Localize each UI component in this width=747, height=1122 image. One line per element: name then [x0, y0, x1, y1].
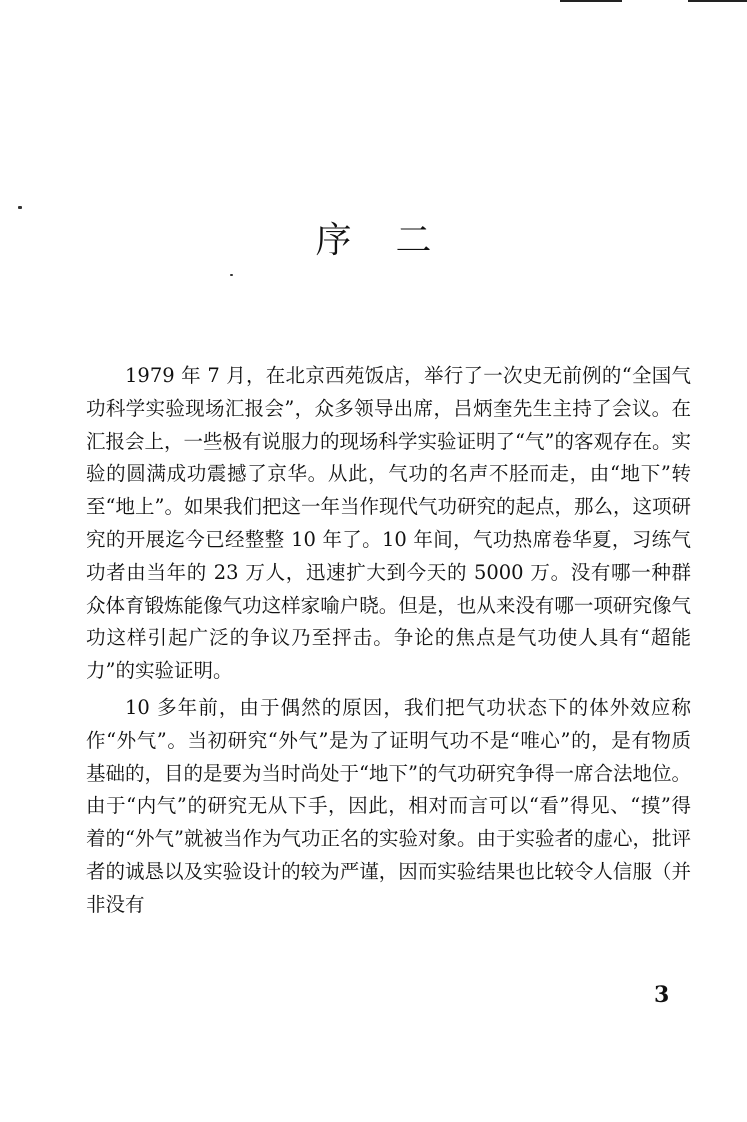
top-rule-right	[688, 0, 747, 2]
body-text	[86, 360, 691, 922]
scan-speck	[18, 206, 22, 209]
page-number: 3	[654, 982, 670, 1008]
scan-speck	[230, 274, 233, 276]
paragraph: 10 多年前，由于偶然的原因，我们把气功状态下的体外效应称作“外气”。当初研究“外气”是为了证明气功不是“唯心”的，是有物质基础的，目的是要为当时尚处于“地下”的气功研究争得一席合法地位。由于“内气”的研究无从下手，因此，相对而言可以“看”得见、“摸”得着的“外气”就被当作为气功正名的实验对象。由于实验者的虚心，批评者的诚恳以及实验设计的较为严谨，因而实验结果也比较令人信服（并非没有	[86, 695, 691, 916]
paragraph: 1979 年 7 月，在北京西苑饭店，举行了一次史无前例的“全国气功科学实验现场汇报会”，众多领导出席，吕炳奎先生主持了会议。在汇报会上，一些极有说服力的现场科学实验证明了“气”的客观存在。实验的圆满成功震撼了京华。从此，气功的名声不胫而走，由“地下”转至“地上”。如果我们把这一年当作现代气功研究的起点，那么，这项研究的开展迄今已经整整 10 年了。10 年间，气功热席卷华夏，习练气功者由当年的 23 万人，迅速扩大到今天的 5000 万。没有哪一种群众体育锻炼能像气功这样家喻户晓。但是，也从来没有哪一项研究像气功这样引起广泛的争议乃至抨击。争论的焦点是气功使人具有“超能力”的实验证明。	[86, 364, 691, 683]
page-title: 序二	[315, 220, 476, 261]
top-rule-left	[560, 0, 622, 2]
